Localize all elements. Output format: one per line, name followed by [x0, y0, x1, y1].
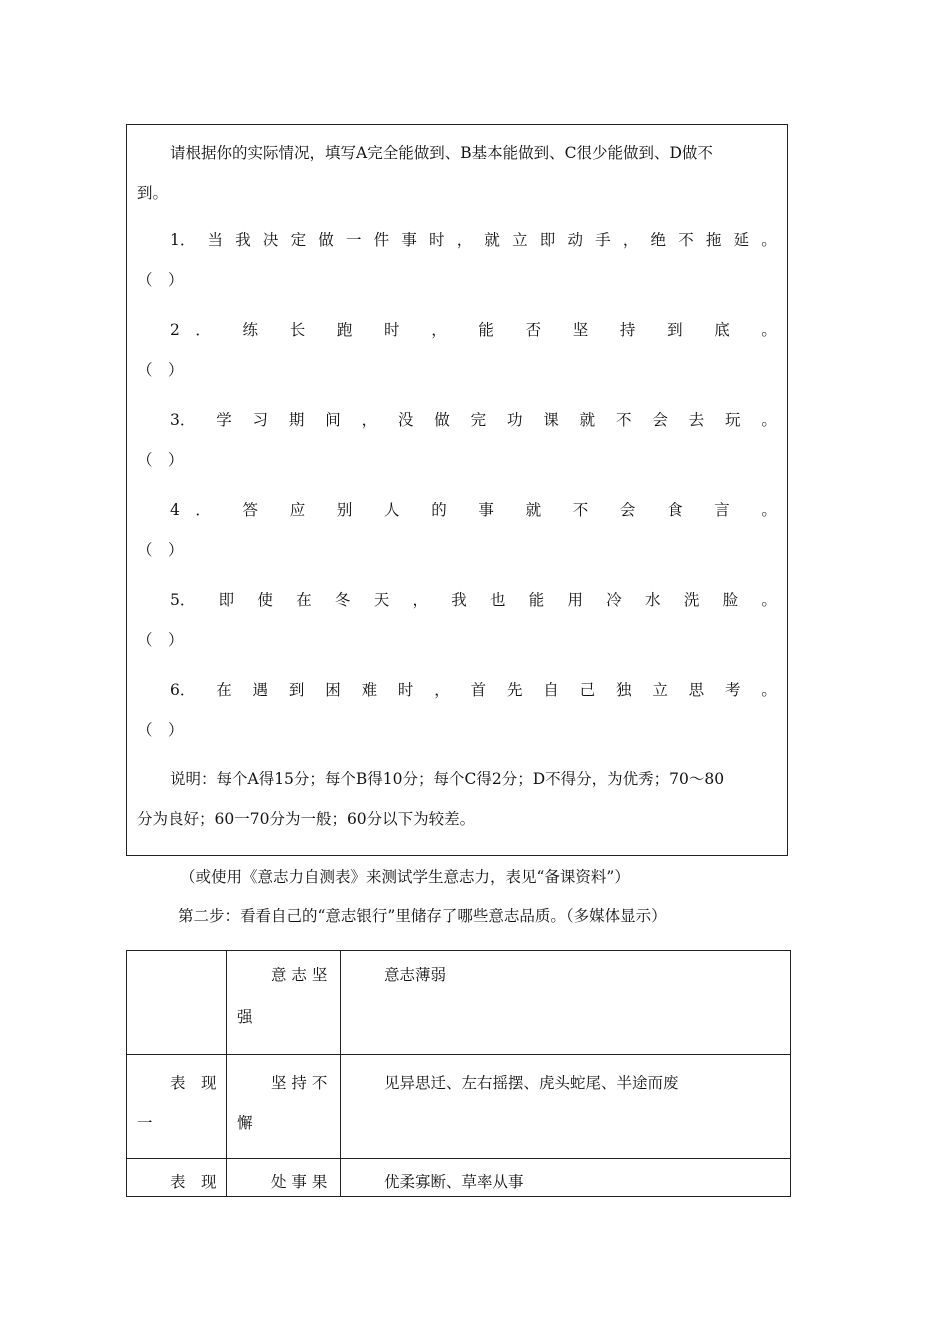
survey-item-char: 就	[484, 231, 500, 249]
survey-item-char: 决	[262, 231, 279, 249]
survey-item-char: 己	[579, 681, 596, 699]
table-row	[127, 1055, 791, 1159]
table-header-row	[127, 951, 791, 1055]
survey-item-char: 长	[289, 321, 306, 339]
survey-item-char: 我	[235, 231, 251, 249]
survey-item-char: 绝	[650, 231, 667, 249]
header-cell-empty	[127, 951, 227, 1055]
survey-item-char: 会	[619, 501, 636, 519]
survey-item-char: 。	[761, 591, 777, 609]
survey-item-char: 件	[373, 231, 390, 249]
survey-item-char: 答	[242, 501, 259, 519]
survey-item-char: 功	[506, 411, 523, 429]
survey-item-char: 不	[615, 411, 632, 429]
row2-strong-line1: 处 事 果	[271, 1173, 328, 1191]
survey-item-char: 延	[733, 231, 750, 249]
survey-item-char: ，	[622, 231, 639, 249]
survey-item-char: 时	[384, 321, 400, 339]
survey-box	[126, 124, 788, 856]
quality-table	[126, 950, 791, 1197]
survey-item-number: 5．	[170, 591, 196, 609]
answer-blank[interactable]: （ ）	[137, 541, 184, 559]
survey-item-char: 到	[667, 321, 683, 339]
row1-weak-text: 见异思迁、左右摇摆、虎头蛇尾、半途而废	[384, 1074, 679, 1092]
survey-item-char: ，	[431, 321, 447, 339]
survey-item-char: 做	[434, 411, 450, 429]
header-weak-label: 意志薄弱	[384, 966, 447, 984]
table-row	[127, 1159, 791, 1197]
survey-item-char: 难	[361, 681, 378, 699]
row1-label-cell	[127, 1055, 227, 1159]
survey-item-char: 。	[761, 501, 777, 519]
survey-item	[170, 500, 777, 520]
row1-label-line1: 表 现	[170, 1074, 217, 1092]
survey-item-number: 4 ．	[170, 501, 211, 519]
survey-item-char: 用	[567, 591, 584, 609]
survey-item	[170, 320, 777, 340]
survey-item-char: 跑	[336, 321, 353, 339]
survey-item-char: 冬	[334, 591, 351, 609]
survey-item-char: 洗	[683, 591, 700, 609]
survey-item-number: 2 ．	[170, 321, 211, 339]
survey-item	[170, 680, 777, 700]
survey-item-char: 即	[539, 231, 556, 249]
header-cell-weak	[341, 951, 791, 1055]
survey-item-char: 课	[543, 411, 559, 429]
header-strong-line1: 意 志 坚	[271, 966, 328, 984]
survey-item-char: 手	[595, 231, 611, 249]
survey-item-char: 食	[667, 501, 683, 519]
survey-item-char: 拖	[705, 231, 722, 249]
survey-item-char: 否	[525, 321, 542, 339]
survey-item-char: 事	[401, 231, 417, 249]
survey-item-char: 时	[429, 231, 445, 249]
survey-note-line1: 说明：每个A得15分；每个B得10分；每个C得2分；D不得分，为优秀；70～80	[170, 770, 725, 788]
survey-item-char: 不	[678, 231, 694, 249]
survey-item-char: 时	[397, 681, 414, 699]
survey-item-char: 在	[216, 681, 232, 699]
survey-item-char: 定	[290, 231, 307, 249]
survey-item-char: 先	[506, 681, 523, 699]
row2-label-line1: 表 现	[170, 1173, 217, 1191]
survey-item-char: 去	[688, 411, 705, 429]
survey-item-char: 立	[512, 231, 528, 249]
answer-blank[interactable]: （ ）	[137, 271, 184, 289]
answer-blank[interactable]: （ ）	[137, 361, 184, 379]
header-cell-strong	[227, 951, 341, 1055]
survey-item-char: 能	[478, 321, 494, 339]
survey-item-char: 不	[572, 501, 589, 519]
survey-item-char: 在	[296, 591, 312, 609]
survey-item-char: 能	[528, 591, 545, 609]
survey-item-char: 底	[714, 321, 730, 339]
survey-item-char: 当	[207, 231, 224, 249]
survey-item-char: 没	[397, 411, 414, 429]
survey-item-number: 1．	[170, 231, 196, 249]
survey-item-number: 3．	[170, 411, 196, 429]
survey-item-char: 也	[489, 591, 506, 609]
row2-label-cell	[127, 1159, 227, 1197]
survey-item-char: 首	[470, 681, 487, 699]
survey-item-char: 。	[761, 411, 777, 429]
survey-item-char: 应	[289, 501, 306, 519]
survey-item-char: 我	[451, 591, 467, 609]
row1-strong-cell	[227, 1055, 341, 1159]
survey-item	[170, 590, 777, 610]
survey-item-char: 困	[325, 681, 341, 699]
row1-strong-line2: 懈	[237, 1114, 253, 1132]
row1-strong-line1: 坚 持 不	[271, 1074, 328, 1092]
survey-item-char: 玩	[725, 411, 741, 429]
survey-item-char: 期	[288, 411, 305, 429]
survey-item-char: 。	[761, 321, 777, 339]
survey-item-char: 。	[761, 231, 777, 249]
survey-item-char: 使	[257, 591, 273, 609]
survey-item-char: 一	[345, 231, 362, 249]
survey-item-char: 完	[470, 411, 487, 429]
survey-intro-line1: 请根据你的实际情况，填写A完全能做到、B基本能做到、C很少能做到、D做不	[170, 144, 713, 162]
row2-weak-text: 优柔寡断、草率从事	[384, 1173, 524, 1191]
survey-item-char: 做	[318, 231, 334, 249]
survey-item-char: ，	[434, 681, 450, 699]
survey-item-char: 人	[384, 501, 400, 519]
survey-item-char: 。	[761, 681, 777, 699]
row2-weak-cell	[341, 1159, 791, 1197]
survey-item-char: 水	[645, 591, 661, 609]
survey-item-char: 独	[615, 681, 632, 699]
survey-item-char: 持	[619, 321, 636, 339]
survey-item-char: 就	[579, 411, 596, 429]
survey-item-char: 脸	[722, 591, 739, 609]
aside-note: （或使用《意志力自测表》来测试学生意志力，表见“备课资料”）	[180, 868, 630, 886]
answer-blank[interactable]: （ ）	[137, 721, 184, 739]
survey-intro-line2: 到。	[137, 184, 169, 202]
survey-item-char: 即	[218, 591, 235, 609]
survey-item-char: 事	[478, 501, 494, 519]
header-strong-line2: 强	[237, 1008, 253, 1026]
survey-item-char: 练	[242, 321, 259, 339]
survey-item-char: 会	[652, 411, 668, 429]
row2-strong-cell	[227, 1159, 341, 1197]
survey-item-char: 天	[373, 591, 390, 609]
survey-item-char: 别	[336, 501, 353, 519]
answer-blank[interactable]: （ ）	[137, 631, 184, 649]
survey-item-char: ，	[361, 411, 378, 429]
survey-item-char: 动	[567, 231, 583, 249]
survey-item-char: 思	[688, 681, 705, 699]
survey-item-char: 言	[714, 501, 730, 519]
survey-item	[170, 410, 777, 430]
survey-item-char: 的	[431, 501, 447, 519]
survey-item-char: ，	[412, 591, 428, 609]
survey-item-char: 自	[543, 681, 559, 699]
survey-item-char: ，	[456, 231, 473, 249]
answer-blank[interactable]: （ ）	[137, 451, 184, 469]
survey-item-number: 6．	[170, 681, 196, 699]
step-two-text: 第二步：看看自己的“意志银行”里储存了哪些意志品质。（多媒体显示）	[178, 907, 667, 925]
survey-note-line2: 分为良好；60一70分为一般；60分以下为较差。	[137, 810, 476, 828]
survey-item-char: 学	[216, 411, 232, 429]
survey-item-char: 立	[652, 681, 668, 699]
survey-item-char: 间	[325, 411, 341, 429]
survey-item-char: 考	[725, 681, 741, 699]
survey-item	[170, 230, 777, 250]
survey-item-char: 遇	[252, 681, 269, 699]
survey-item-char: 到	[288, 681, 305, 699]
row1-weak-cell	[341, 1055, 791, 1159]
survey-item-char: 坚	[572, 321, 589, 339]
survey-item-char: 习	[252, 411, 269, 429]
survey-item-char: 就	[525, 501, 542, 519]
row1-label-line2: 一	[137, 1114, 153, 1132]
survey-item-char: 冷	[606, 591, 622, 609]
